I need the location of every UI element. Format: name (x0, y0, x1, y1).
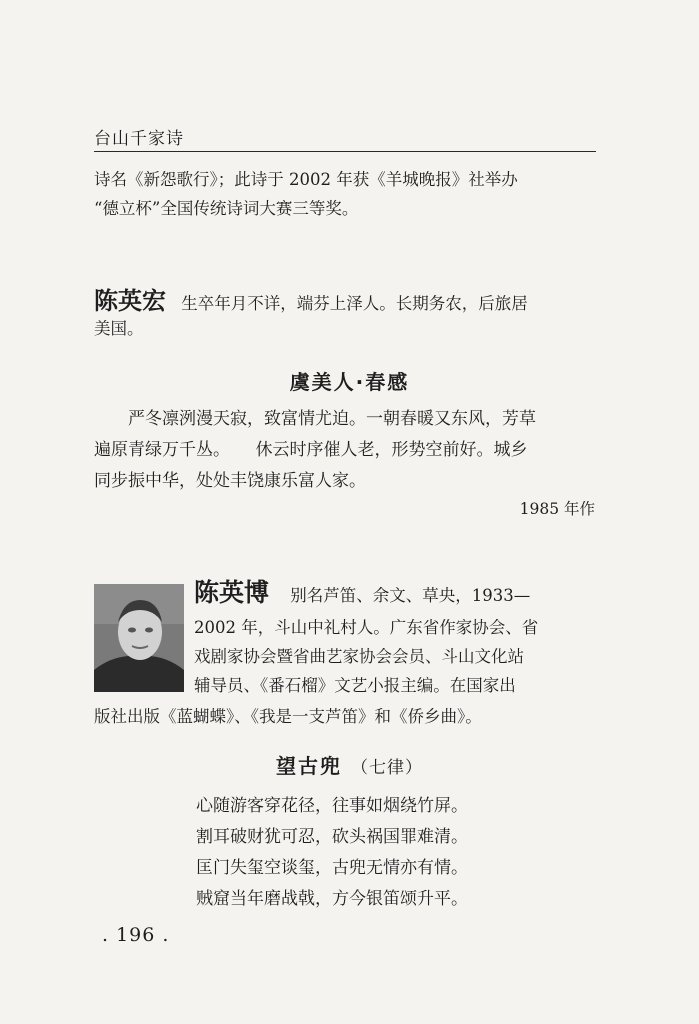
poem1-line-1: 严冬凛洌漫天寂，致富情尤迫。一朝春暖又东风，芳草 (128, 409, 536, 429)
poet2-bio-line-1: 别名芦笛、余文、草央，1933— (290, 586, 531, 605)
poem2-title-block (0, 750, 699, 779)
poet1-bio-line-1: 生卒年月不详，端芬上泽人。长期务农，后旅居 (181, 294, 528, 313)
poet2-entry (194, 576, 596, 613)
header-rule (94, 151, 596, 152)
poet1-name: 陈英宏 (94, 287, 166, 315)
poet2-bio-line-2: 2002 年，斗山中礼村人。广东省作家协会、省 (194, 618, 539, 637)
poem2-line-1: 心随游客穿花径，往事如烟绕竹屏。 (196, 796, 468, 816)
running-header: 台山千家诗 (94, 129, 184, 149)
poem2-line-2: 割耳破财犹可忍，砍头祸国罪难清。 (196, 827, 468, 847)
poet2-portrait (94, 584, 184, 692)
poet2-name: 陈英博 (194, 578, 270, 607)
poet2-bio-line-4: 辅导员、《番石榴》文艺小报主编。在国家出 (194, 676, 516, 695)
intro-line-2: “德立杯”全国传统诗词大赛三等奖。 (94, 199, 359, 218)
poet2-bio-line-5: 版社出版《蓝蝴蝶》、《我是一支芦笛》和《侨乡曲》。 (94, 707, 482, 726)
page-number: . 196 . (102, 924, 170, 946)
poem1-date: 1985 年作 (519, 500, 595, 518)
intro-line-1: 诗名《新怨歌行》；此诗于 2002 年获《羊城晚报》社举办 (94, 170, 518, 189)
poet2-bio-line-3: 戏剧家协会暨省曲艺家协会会员、斗山文化站 (194, 647, 524, 666)
poem2-line-4: 贼窟当年磨战戟，方今银笛颂升平。 (196, 889, 468, 909)
portrait-image (94, 584, 184, 692)
poet1-bio-line-2: 美国。 (94, 319, 144, 338)
poem1-line-3: 同步振中华，处处丰饶康乐富人家。 (94, 471, 366, 491)
poem1-title: 虞美人·春感 (289, 370, 410, 394)
poem1-line-2: 遍原青绿万千丛。 休云时序催人老，形势空前好。城乡 (94, 440, 528, 460)
poem2-line-3: 匡门失玺空谈玺，古兜无情亦有情。 (196, 858, 468, 878)
poem2-subtitle: （七律） (350, 758, 423, 778)
poem2-title: 望古兜 (276, 754, 343, 778)
